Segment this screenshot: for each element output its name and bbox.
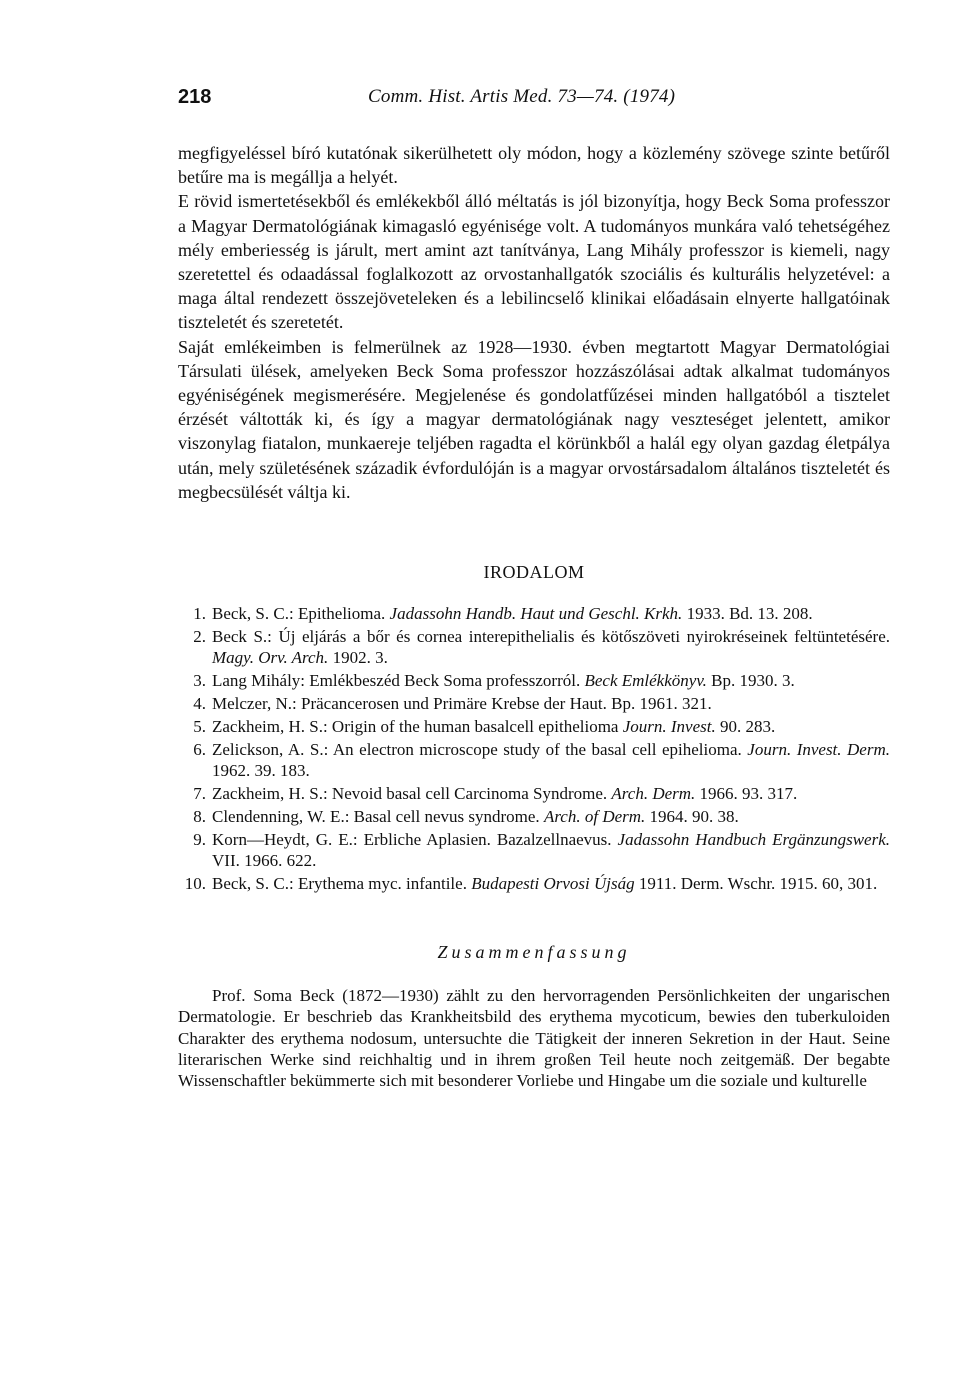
reference-source: Arch. Derm.	[611, 784, 696, 804]
summary-text: Prof. Soma Beck (1872—1930) zählt zu den hervorragenden Persönlichkeiten der ungarischen Dermatologie. Er beschrieb das Krankheitsbild des erythema mycoticum, bewies den tuberkuloiden Charakter des erythema nodosum, untersuchte die Tätigkeit der inneren Sekretion in der Haut. Seine literarischen Werke sind reichhaltig und in ihrem großen Teil heute noch zeitgemäß. Der begabte Wissenschaftler bekümmerte sich mit besonderer Vorliebe und Hingabe um die soziale und kulturelle	[178, 986, 890, 1091]
reference-item	[178, 603, 890, 624]
reference-list	[178, 603, 890, 894]
reference-tail: 1911. Derm. Wschr. 1915. 60, 301.	[634, 874, 878, 894]
reference-tail: 1966. 93. 317.	[695, 784, 798, 804]
reference-item	[178, 829, 890, 871]
reference-number: 5.	[193, 717, 206, 737]
reference-text: Lang Mihály: Emlékbeszéd Beck Soma professzorról.	[212, 671, 585, 691]
reference-item	[178, 626, 890, 668]
body-paragraph: E rövid ismertetésekből és emlékekből álló méltatás is jól bizonyítja, hogy Beck Soma professzor a Magyar Dermatológiának kimagasló egyénisége volt. A tudományos munkára való tehetségéhez mély emberiesség is járult, mert amint azt tanítványa, Lang Mihály professzor is kiemeli, nagy szeretettel és odaadással foglalkozott az orvostanhallgatók szociális és kulturális helyzetével: a maga által rendezett összejöveteleken és a lebilincselő klinikai előadásain elnyerte hallgatóinak tiszteletét és szeretetét.	[178, 191, 890, 333]
reference-text: Zelickson, A. S.: An electron microscope study of the basal cell epihelioma.	[212, 740, 748, 760]
body-text	[178, 141, 890, 504]
reference-item	[178, 806, 890, 827]
reference-text: Beck, S. C.: Erythema myc. infantile.	[212, 874, 472, 894]
reference-source: Jadassohn Handbuch Ergänzungswerk.	[617, 830, 890, 850]
reference-source: Jadassohn Handb. Haut und Geschl. Krkh.	[389, 604, 683, 624]
page-number: 218	[178, 86, 212, 108]
reference-source: Magy. Orv. Arch.	[212, 648, 329, 668]
reference-item	[178, 783, 890, 804]
reference-tail: 1933. Bd. 13. 208.	[682, 604, 813, 624]
reference-text: Zackheim, H. S.: Origin of the human basalcell epithelioma	[212, 717, 623, 737]
running-head: Comm. Hist. Artis Med. 73—74. (1974)	[368, 86, 676, 107]
page-header	[178, 80, 890, 114]
reference-number: 1.	[193, 604, 206, 624]
reference-tail: VII. 1966. 622.	[212, 851, 317, 871]
reference-source: Arch. of Derm.	[543, 807, 646, 827]
reference-number: 8.	[193, 807, 206, 827]
journal-page	[178, 80, 890, 1092]
reference-tail: 1902. 3.	[328, 648, 388, 668]
body-paragraph: Saját emlékeimben is felmerülnek az 1928—1930. évben megtartott Magyar Dermatológiai Társulati ülések, amelyeken Beck Soma professzor hozzászólásai adtak alkalmat tudományos egyéniségének megismerésére. Megjelenése és gondolatfűzései minden hallgatóból a tisztelet érzését váltották ki, és így a magyar dermatológiának nagy veszteséget jelentett, amikor viszonylag fiatalon, munkaereje teljében ragadta el körünkből a halál egy olyan gazdag életpálya után, mely születésének századik évfordulóján is a magyar orvostársadalom általános tiszteletét és megbecsülését váltja ki.	[178, 336, 890, 502]
references-heading: IRODALOM	[483, 562, 585, 583]
reference-source: Budapesti Orvosi Újság	[471, 874, 635, 894]
reference-number: 2.	[193, 627, 206, 647]
body-paragraph: megfigyeléssel bíró kutatónak sikerülhetett oly módon, hogy a közlemény szövege szinte betűről betűre ma is megállja a helyét.	[178, 143, 890, 188]
reference-number: 6.	[193, 740, 206, 760]
reference-number: 3.	[193, 671, 206, 691]
reference-text: Beck, S. C.: Epithelioma.	[212, 604, 390, 624]
reference-text: Melczer, N.: Präcancerosen und Primäre Krebse der Haut. Bp. 1961. 321.	[212, 694, 712, 714]
reference-item	[178, 739, 890, 781]
reference-text: Korn—Heydt, G. E.: Erbliche Aplasien. Bazalzellnaevus.	[212, 830, 618, 850]
reference-source: Journ. Invest.	[622, 717, 716, 737]
reference-tail: 1964. 90. 38.	[645, 807, 739, 827]
reference-tail: 90. 283.	[715, 717, 776, 737]
reference-text: Clendenning, W. E.: Basal cell nevus syndrome.	[212, 807, 544, 827]
reference-number: 4.	[193, 694, 206, 714]
reference-item	[178, 716, 890, 737]
reference-number: 7.	[193, 784, 206, 804]
reference-tail: Bp. 1930. 3.	[706, 671, 795, 691]
reference-number: 9.	[193, 830, 206, 850]
reference-text: Zackheim, H. S.: Nevoid basal cell Carcinoma Syndrome.	[212, 784, 612, 804]
reference-text: Beck S.: Új eljárás a bőr és cornea interepithelialis és kötőszöveti nyirokréseinek feltüntetésére.	[212, 627, 890, 647]
reference-item	[178, 670, 890, 691]
summary-heading: Zusammenfassung	[437, 942, 631, 963]
reference-source: Journ. Invest. Derm.	[747, 740, 891, 760]
reference-tail: 1962. 39. 183.	[212, 761, 310, 781]
reference-item	[178, 873, 890, 894]
reference-source: Beck Emlékkönyv.	[584, 671, 707, 691]
reference-number: 10.	[184, 874, 206, 894]
reference-item	[178, 693, 890, 714]
